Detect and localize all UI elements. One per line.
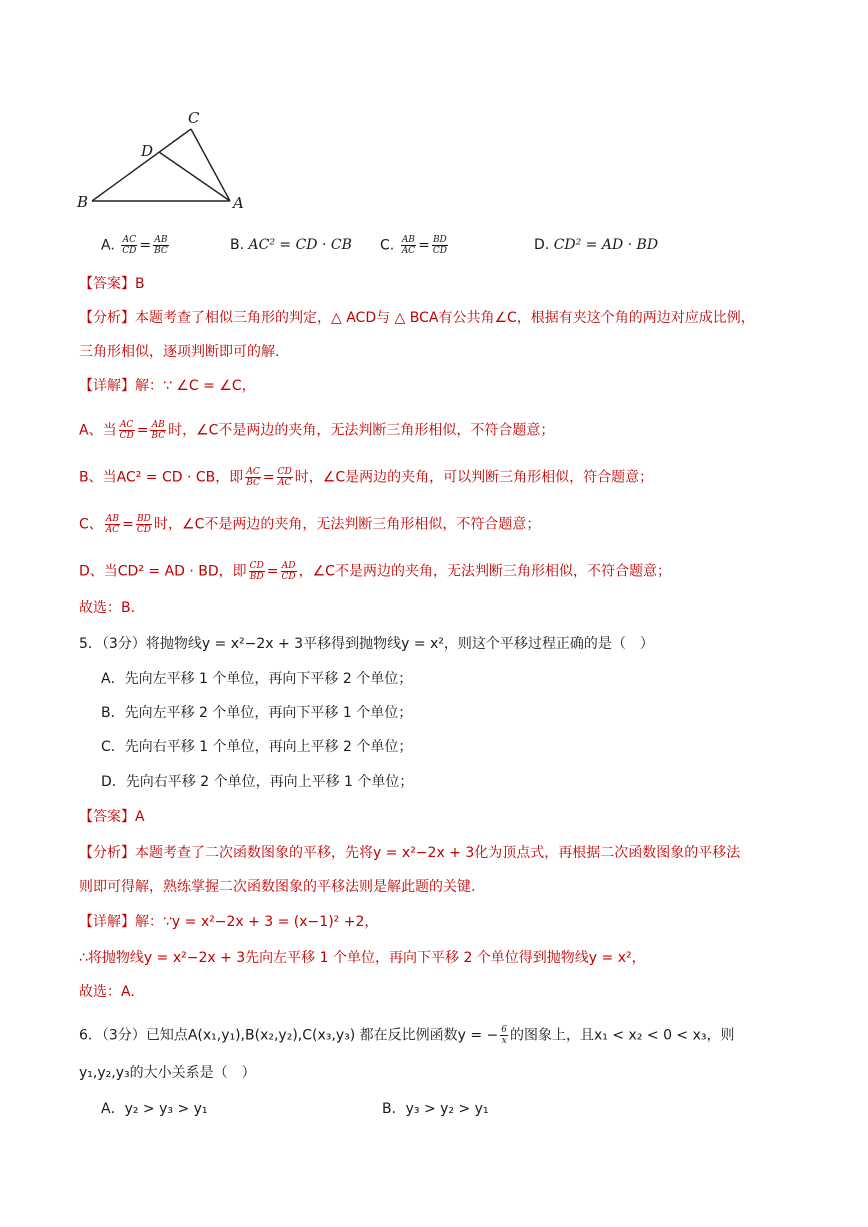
fraction: $\frac{CD}{AC}$ [277, 467, 292, 488]
option-label: A. [101, 237, 115, 254]
fraction: $\frac{CD}{BD}$ [249, 561, 264, 582]
q5-detail: 【详解】解：∵y = x²−2x + 3 = (x−1)² +2， [79, 914, 379, 930]
q4-option-c: C. $\frac{AB}{AC}$ = $\frac{BD}{CD}$ [380, 235, 447, 256]
fraction: $\frac{AC}{BC}$ [246, 467, 260, 488]
q4-detail-c: C、 $\frac{AB}{AC}$ = $\frac{BD}{CD}$ 时，∠C不是两边的夹角，无法判断三角形相似，不符合题意； [79, 514, 541, 535]
q4-detail-d: D、当CD² = AD · BD，即 $\frac{CD}{BD}$ = $\frac{AD}{CD}$ ，∠C不是两边的夹角，无法判断三角形相似，不符合题意； [79, 561, 671, 582]
point-b-label: B [77, 193, 89, 211]
q4-option-b [230, 235, 352, 255]
point-d-label: D [141, 142, 154, 160]
q5-answer: 【答案】A [79, 809, 145, 825]
q4-option-d [534, 235, 658, 255]
q5-option-c: C．先向右平移 1 个单位，再向上平移 2 个单位； [101, 739, 413, 755]
q4-choose: 故选：B. [79, 600, 136, 616]
fraction: $\frac{AB}{BC}$ [151, 420, 166, 441]
q5-analysis-line1: 【分析】本题考查了二次函数图象的平移，先将y = x²−2x + 3化为顶点式，再根据二次函数图象的平移法 [79, 845, 741, 861]
q4-answer: 【答案】B [79, 276, 145, 292]
q5-choose: 故选：A. [79, 984, 135, 1000]
q4-detail: 【详解】解：∵ ∠C = ∠C， [79, 378, 256, 394]
fraction: $\frac{6}{x}$ [501, 1025, 508, 1046]
fraction: $\frac{AD}{CD}$ [281, 561, 296, 582]
fraction: $\frac{AC}{CD}$ [119, 420, 134, 441]
q5-option-d: D．先向右平移 2 个单位，再向上平移 1 个单位； [101, 774, 414, 790]
fraction: $\frac{AC}{CD}$ [122, 235, 137, 256]
q5-stem: 5．（3分）将抛物线y = x²−2x + 3平移得到抛物线y = x²，则这个平移过程正确的是（ ） [79, 636, 654, 652]
triangle-figure [70, 104, 260, 216]
q4-analysis-line2: 三角形相似，逐项判断即可的解. [79, 344, 280, 360]
q6-option-b: B．y₃ > y₂ > y₁ [382, 1101, 489, 1117]
option-label: D. [534, 237, 550, 253]
fraction: $\frac{AB}{AC}$ [401, 235, 416, 256]
segment-ca [191, 129, 230, 201]
fraction: $\frac{AB}{BC}$ [154, 235, 168, 256]
fraction: $\frac{AB}{AC}$ [105, 514, 120, 535]
q5-detail2: ∴将抛物线y = x²−2x + 3先向左平移 1 个单位，再向下平移 2 个单位得到抛物线y = x²， [79, 950, 646, 966]
point-c-label: C [188, 109, 200, 127]
option-label: C. [380, 237, 395, 254]
point-a-label: A [233, 194, 244, 212]
fraction: $\frac{BD}{CD}$ [432, 235, 447, 256]
q6-stem: 6．（3分）已知点A(x₁,y₁),B(x₂,y₂),C(x₃,y₃) 都在反比例函数y = − $\frac{6}{x}$ 的图象上，且x₁ < x₂ < 0 < x₃，则 [79, 1025, 735, 1046]
q4-analysis-line1: 【分析】本题考查了相似三角形的判定，△ ACD与 △ BCA有公共角∠C，根据有夹这个角的两边对应成比例， [79, 310, 755, 326]
q5-option-b: B．先向左平移 2 个单位，再向下平移 1 个单位； [101, 705, 413, 721]
q4-detail-a: A、当 $\frac{AC}{CD}$ = $\frac{AB}{BC}$ 时，∠C不是两边的夹角，无法判断三角形相似，不符合题意； [79, 420, 555, 441]
option-math: CD² = AD · BD [553, 237, 659, 253]
q4-detail-b: B、当AC² = CD · CB，即 $\frac{AC}{BC}$ = $\frac{CD}{AC}$ 时，∠C是两边的夹角，可以判断三角形相似，符合题意； [79, 467, 654, 488]
segment-da [159, 152, 230, 201]
q5-option-a: A．先向左平移 1 个单位，再向下平移 2 个单位； [101, 671, 413, 687]
q6-stem-line2: y₁,y₂,y₃的大小关系是（ ） [79, 1065, 256, 1081]
q6-option-a: A．y₂ > y₃ > y₁ [101, 1101, 208, 1117]
q4-option-a: A. $\frac{AC}{CD}$ = $\frac{AB}{BC}$ [101, 235, 168, 256]
segment-bc [92, 129, 191, 201]
option-label: B. [230, 237, 245, 253]
option-math: AC² = CD · CB [248, 237, 352, 253]
q5-analysis-line2: 则即可得解，熟练掌握二次函数图象的平移法则是解此题的关键. [79, 879, 476, 895]
fraction: $\frac{BD}{CD}$ [136, 514, 152, 535]
